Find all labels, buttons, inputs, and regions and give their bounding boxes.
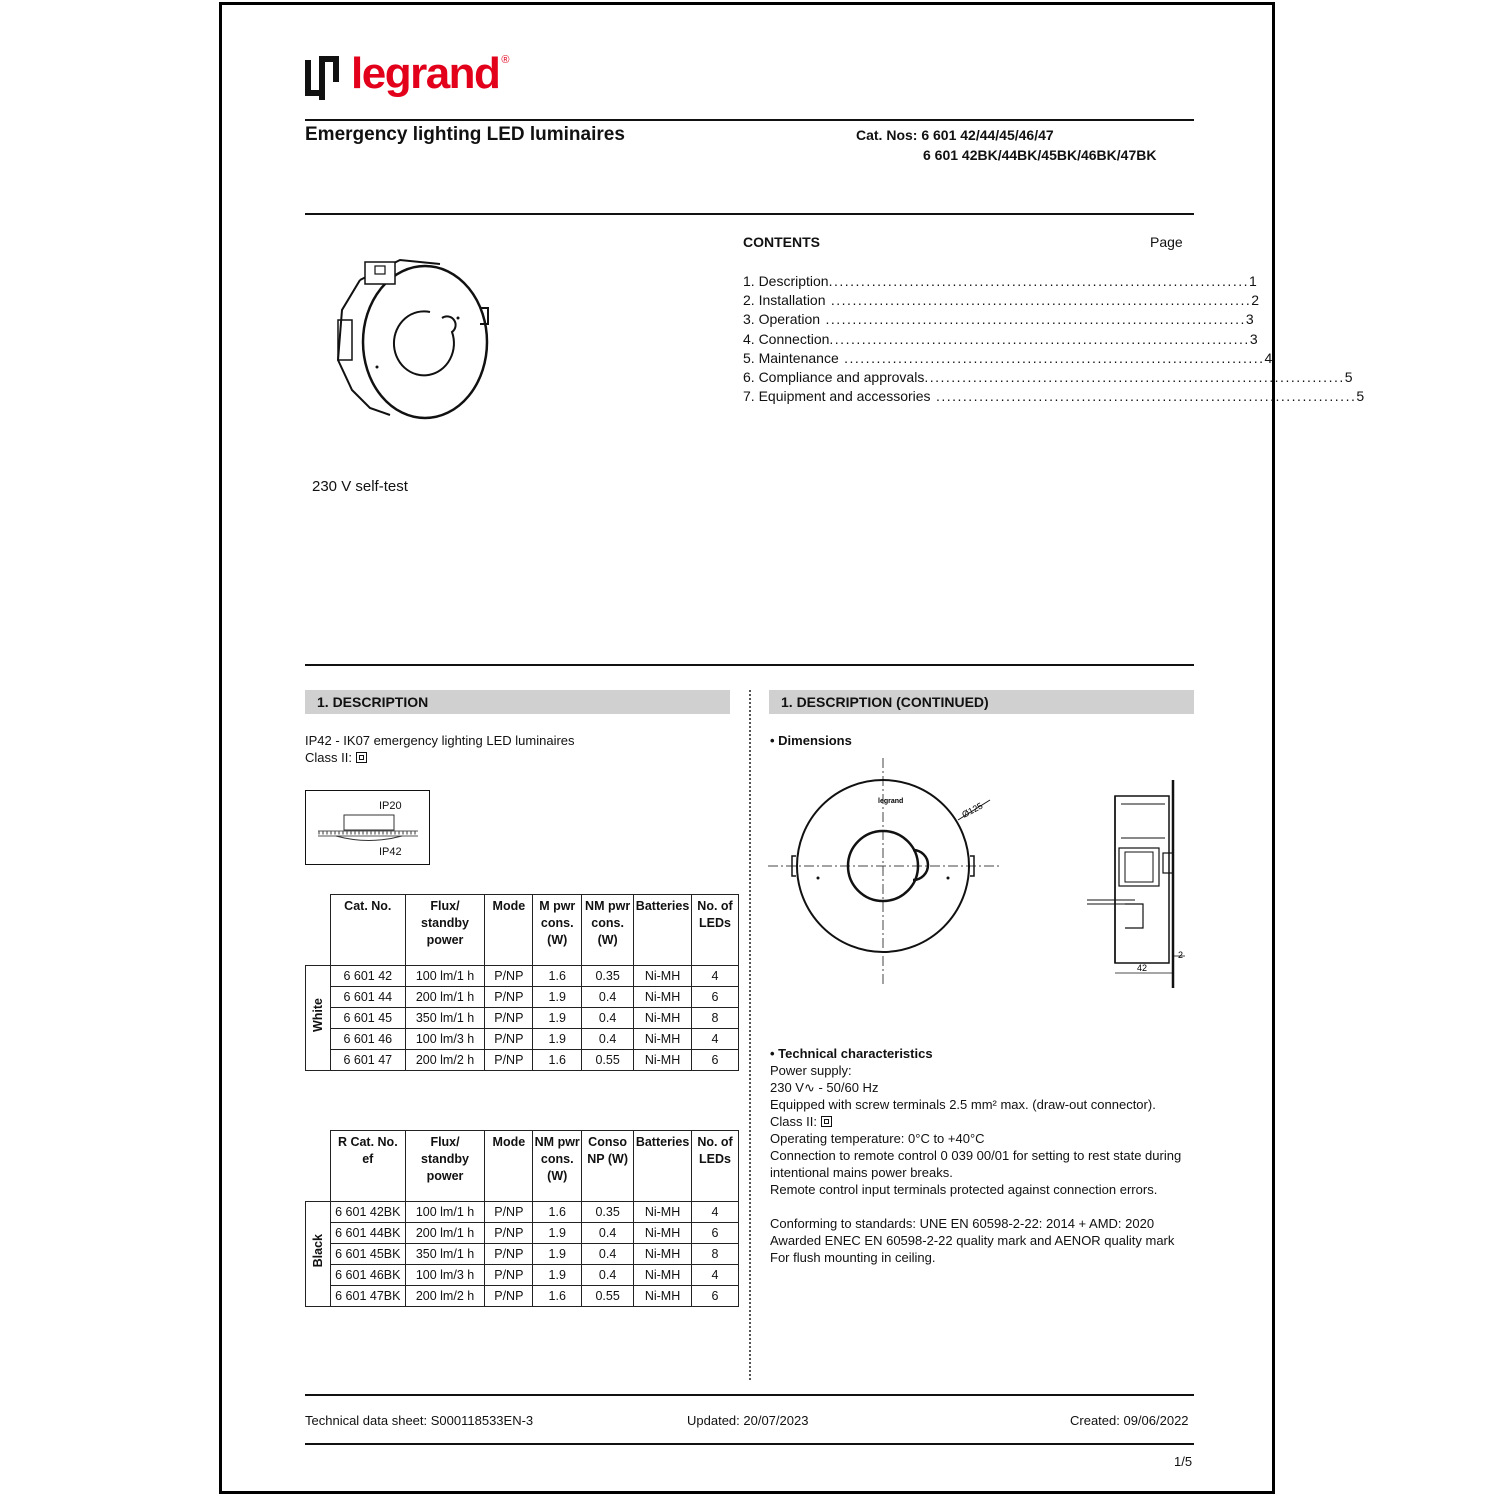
table-row: Black 6 601 42BK 100 lm/1 h P/NP 1.6 0.35 Ni-MH 4 <box>306 1202 739 1223</box>
toc-item-description[interactable]: 1. Description .............................................................................. 1 <box>743 273 1257 289</box>
white-group-label: White <box>310 997 325 1033</box>
black-group-cell <box>306 1202 331 1307</box>
footer-created: Created: 09/06/2022 <box>1070 1413 1189 1428</box>
black-col-mode: Mode <box>485 1131 533 1202</box>
white-col-mpwr: M pwr cons. (W) <box>533 895 582 966</box>
class-ii-icon <box>356 752 367 763</box>
rim-label: 2 <box>1178 950 1184 960</box>
class-ii-icon <box>821 1116 832 1127</box>
toc-item-connection[interactable]: 4. Connection .............................................................................. 3 <box>743 330 1258 347</box>
ip-bottom-label: IP42 <box>379 846 402 858</box>
table-row: 6 601 44BK 200 lm/1 h P/NP 1.9 0.4 Ni-MH 6 <box>306 1223 739 1244</box>
product-illustration <box>330 250 495 430</box>
side-dimension-drawing <box>1085 778 1195 993</box>
page-number: 1/5 <box>1174 1454 1193 1469</box>
footer-top-rule <box>305 1394 1194 1396</box>
class-ii-line: Class II: <box>305 749 575 766</box>
white-col-nmpwr: NM pwr cons. (W) <box>582 895 634 966</box>
black-col-nmpwr: NM pwr cons. (W) <box>533 1131 582 1202</box>
black-col-flux: Flux/ standby power <box>405 1131 485 1202</box>
diameter-label: Ø125 <box>960 800 985 820</box>
table-row: 6 601 46BK 100 lm/3 h P/NP 1.9 0.4 Ni-MH 4 <box>306 1265 739 1286</box>
footer-bottom-rule <box>305 1443 1194 1445</box>
contents-page-label: Page <box>1150 234 1183 250</box>
section-rule <box>305 664 1194 666</box>
table-row: White 6 601 42 100 lm/1 h P/NP 1.6 0.35 Ni-MH 4 <box>306 966 739 987</box>
white-group-cell <box>306 966 331 1071</box>
table-row: 6 601 45 350 lm/1 h P/NP 1.9 0.4 Ni-MH 8 <box>306 1008 739 1029</box>
table-row: 6 601 46 100 lm/3 h P/NP 1.9 0.4 Ni-MH 4 <box>306 1029 739 1050</box>
black-group-label: Black <box>310 1234 325 1268</box>
table-of-contents <box>743 272 1365 406</box>
column-divider <box>749 690 751 1380</box>
header-bottom-rule <box>305 213 1194 215</box>
white-col-flux: Flux/ standby power <box>405 895 485 966</box>
ip-section-drawing <box>306 791 431 866</box>
white-spec-table <box>305 894 739 1071</box>
footer-sheet-id: Technical data sheet: S000118533EN-3 <box>305 1413 534 1428</box>
white-col-batteries: Batteries <box>634 895 692 966</box>
catalog-line-2: 6 601 42BK/44BK/45BK/46BK/47BK <box>923 147 1157 163</box>
contents-heading: CONTENTS <box>743 234 820 250</box>
dimensions-label: • Dimensions <box>770 733 852 748</box>
brand-name: legrand <box>351 49 500 98</box>
front-dimension-drawing <box>768 758 1000 984</box>
ip-rating-diagram <box>305 790 430 865</box>
drawing-logo: legrand <box>878 798 904 805</box>
white-col-cat: Cat. No. <box>330 895 405 966</box>
registered-mark: ® <box>501 54 510 66</box>
catalog-numbers <box>856 125 1156 165</box>
table-row: 6 601 44 200 lm/1 h P/NP 1.9 0.4 Ni-MH 6 <box>306 987 739 1008</box>
white-col-mode: Mode <box>485 895 533 966</box>
ip-top-label: IP20 <box>379 800 402 812</box>
depth-label: 42 <box>1137 963 1148 973</box>
white-col-leds: No. of LEDs <box>692 895 739 966</box>
description-line-1: IP42 - IK07 emergency lighting LED luminaires <box>305 733 575 748</box>
toc-item-equipment[interactable]: 7. Equipment and accessories .............................................................................. 5 <box>743 388 1365 405</box>
black-spec-table <box>305 1130 739 1307</box>
black-col-cat: R Cat. No. ef <box>330 1131 405 1202</box>
toc-item-compliance[interactable]: 6. Compliance and approvals .............................................................................. 5 <box>743 369 1353 386</box>
description-continued-heading: 1. DESCRIPTION (CONTINUED) <box>769 690 1194 714</box>
legrand-logo <box>305 49 510 106</box>
description-text <box>305 732 575 766</box>
toc-item-operation[interactable]: 3. Operation .............................................................................. 3 <box>743 311 1254 328</box>
catalog-line-1: Cat. Nos: 6 601 42/44/45/46/47 <box>856 127 1054 143</box>
legrand-mark-icon <box>305 56 341 100</box>
black-col-leds: No. of LEDs <box>692 1131 739 1202</box>
tech-label: • Technical characteristics <box>770 1046 933 1061</box>
table-row: 6 601 45BK 350 lm/1 h P/NP 1.9 0.4 Ni-MH 8 <box>306 1244 739 1265</box>
document-title: Emergency lighting LED luminaires <box>305 124 625 145</box>
table-row: 6 601 47BK 200 lm/2 h P/NP 1.6 0.55 Ni-MH 6 <box>306 1286 739 1307</box>
product-caption: 230 V self-test <box>312 478 408 495</box>
black-col-conso: Conso NP (W) <box>582 1131 634 1202</box>
footer-updated: Updated: 20/07/2023 <box>687 1413 809 1428</box>
technical-characteristics: • Technical characteristics Power supply: 230 V∿ - 50/60 Hz Equipped with screw terminals 2.5 mm² max. (draw-out connector). Class II: Operating temperature: 0°C to +40°C Connection to remote control 0 039 00/01 for setting to rest state during intentional mains power breaks. Remote control input terminals protected against connection errors. Conforming to standards: UNE EN 60598-2-22: 2014 + AMD: 2020 Awarded ENEC EN 60598-2-22 quality mark and AENOR quality mark For flush mounting in ceiling. <box>770 1045 1200 1266</box>
toc-item-maintenance[interactable]: 5. Maintenance .............................................................................. 4 <box>743 349 1273 366</box>
table-row: 6 601 47 200 lm/2 h P/NP 1.6 0.55 Ni-MH 6 <box>306 1050 739 1071</box>
description-heading: 1. DESCRIPTION <box>305 690 730 714</box>
black-col-batteries: Batteries <box>634 1131 692 1202</box>
toc-item-installation[interactable]: 2. Installation .............................................................................. 2 <box>743 292 1260 309</box>
header-rule <box>305 119 1194 121</box>
